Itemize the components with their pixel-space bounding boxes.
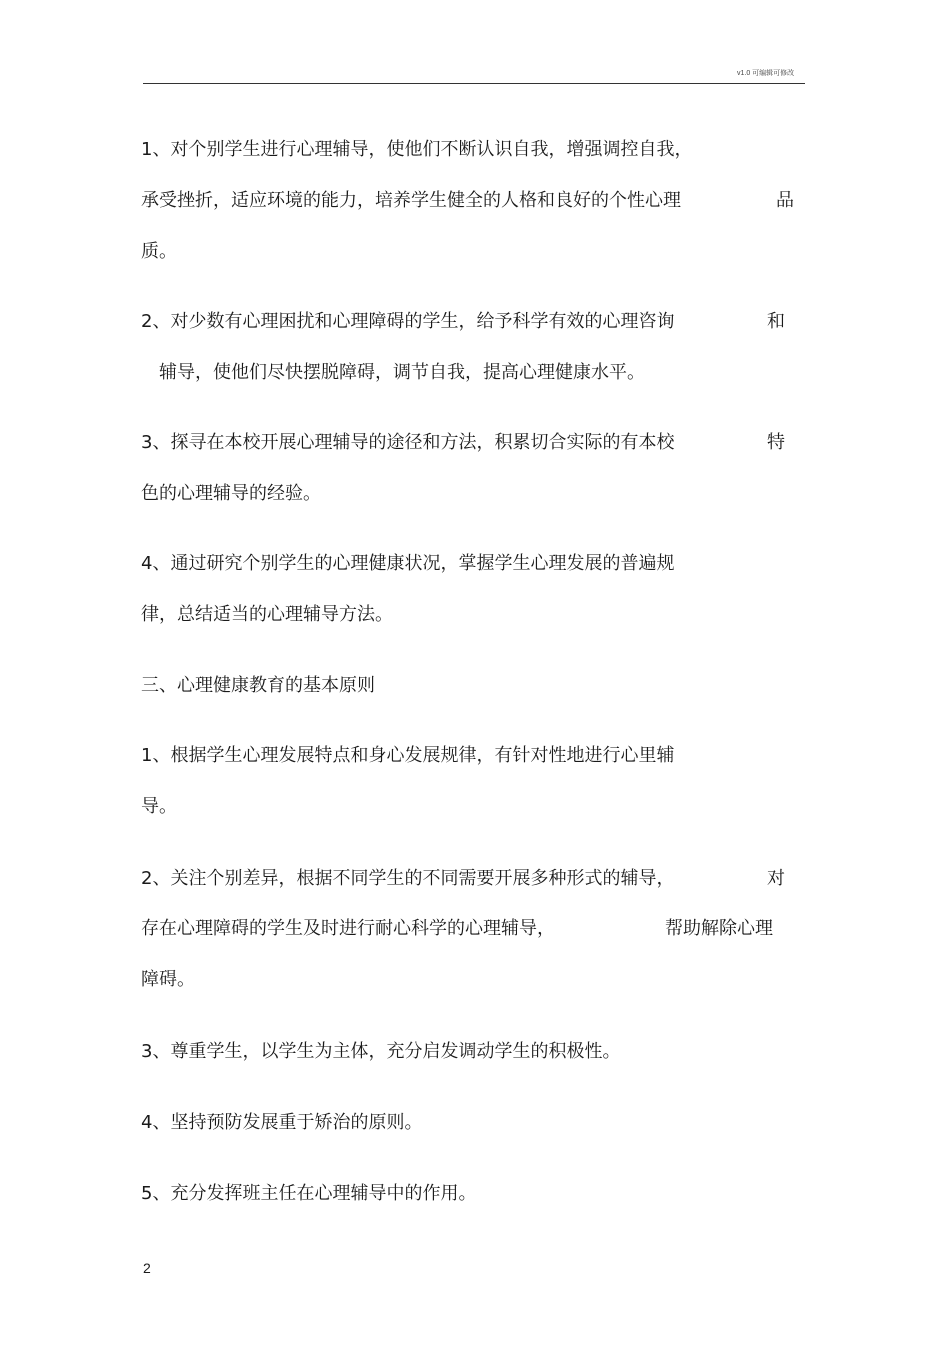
principle-2-line-2: 存在心理障碍的学生及时进行耐心科学的心理辅导， (141, 918, 555, 939)
paragraph-1-line-2-tail: 品 (776, 190, 794, 211)
paragraph-2-line-1: 2、对少数有心理困扰和心理障碍的学生，给予科学有效的心理咨询 (141, 311, 675, 332)
paragraph-3-line-2: 色的心理辅导的经验。 (141, 483, 321, 504)
principle-2-line-1: 2、关注个别差异，根据不同学生的不同需要开展多种形式的辅导， (141, 868, 675, 889)
paragraph-2-line-1-tail: 和 (767, 311, 785, 332)
principle-4-line-1: 4、坚持预防发展重于矫治的原则。 (141, 1112, 423, 1133)
paragraph-4-line-1: 4、通过研究个别学生的心理健康状况，掌握学生心理发展的普遍规 (141, 553, 675, 574)
page-number: 2 (143, 1260, 151, 1276)
paragraph-1-line-3: 质。 (141, 241, 177, 262)
header-version-note: v1.0 可编辑可修改 (737, 70, 795, 77)
paragraph-1-line-1: 1、对个别学生进行心理辅导，使他们不断认识自我，增强调控自我， (141, 139, 693, 160)
paragraph-1-line-2: 承受挫折，适应环境的能力，培养学生健全的人格和良好的个性心理 (141, 190, 681, 211)
principle-2-line-3: 障碍。 (141, 969, 195, 990)
section-heading: 三、心理健康教育的基本原则 (141, 675, 375, 696)
principle-3-line-1: 3、尊重学生，以学生为主体，充分启发调动学生的积极性。 (141, 1041, 621, 1062)
principle-2-line-2-tail: 帮助解除心理 (665, 918, 773, 939)
principle-1-line-2: 导。 (141, 796, 177, 817)
paragraph-4-line-2: 律，总结适当的心理辅导方法。 (141, 604, 393, 625)
principle-5-line-1: 5、充分发挥班主任在心理辅导中的作用。 (141, 1183, 477, 1204)
principle-1-line-1: 1、根据学生心理发展特点和身心发展规律，有针对性地进行心里辅 (141, 745, 675, 766)
principle-2-line-1-tail: 对 (767, 868, 785, 889)
paragraph-3-line-1: 3、探寻在本校开展心理辅导的途径和方法，积累切合实际的有本校 (141, 432, 675, 453)
paragraph-3-line-1-tail: 特 (767, 432, 785, 453)
paragraph-2-line-2: 辅导，使他们尽快摆脱障碍，调节自我，提高心理健康水平。 (159, 362, 645, 383)
header-rule (143, 83, 805, 84)
